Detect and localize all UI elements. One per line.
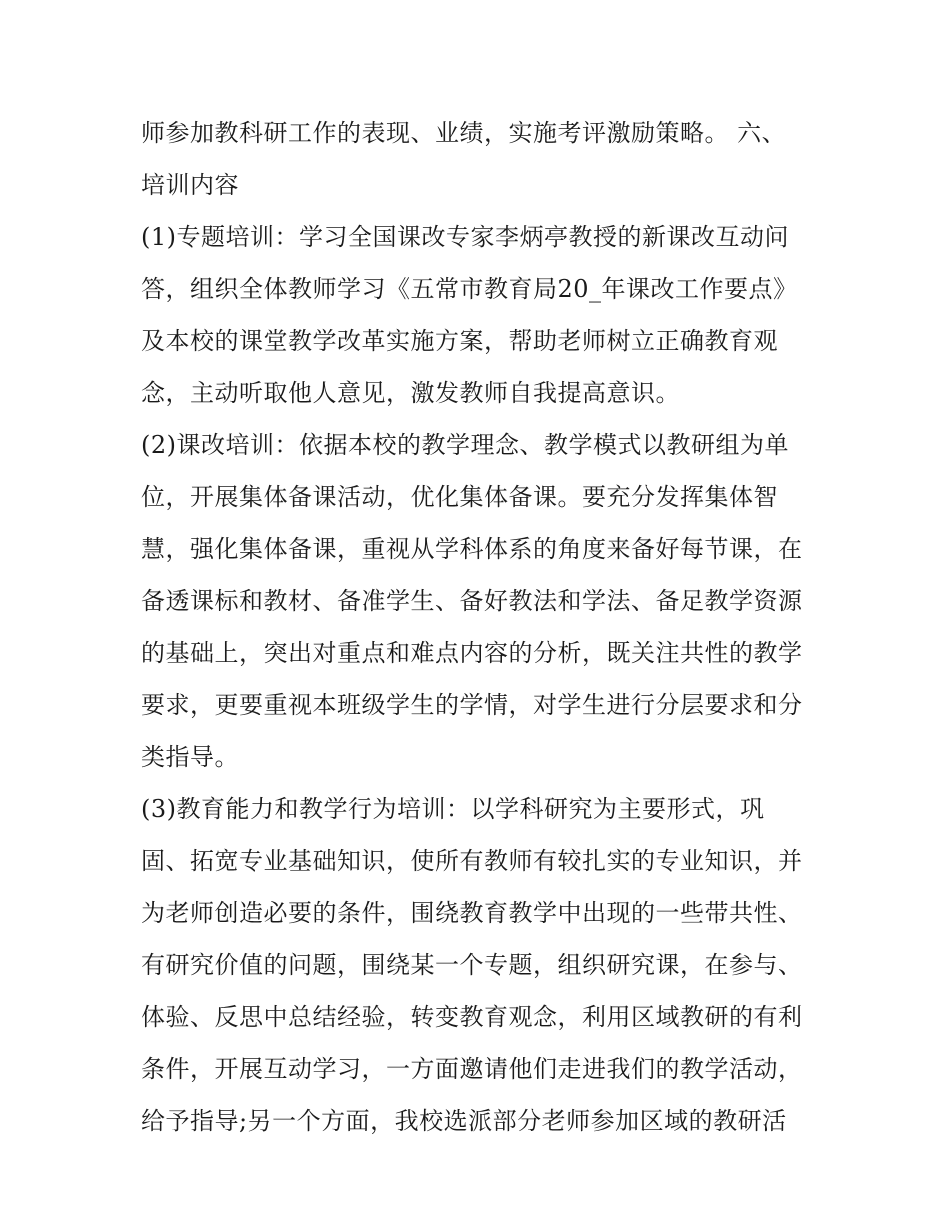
text-line: 体验、反思中总结经验，转变教育观念，利用区域教研的有利 <box>141 1003 803 1031</box>
text-line: 要求，更要重视本班级学生的学情，对学生进行分层要求和分 <box>141 691 803 719</box>
text-line: 培训内容 <box>141 171 239 199</box>
text-line: 有研究价值的问题，围绕某一个专题，组织研究课，在参与、 <box>141 951 803 979</box>
text-line: 给予指导;另一个方面，我校选派部分老师参加区域的教研活 <box>141 1107 787 1135</box>
text-line: 师参加教科研工作的表现、业绩，实施考评激励策略。 六、 <box>141 119 787 147</box>
text-line: 答，组织全体教师学习《五常市教育局20_年课改工作要点》 <box>141 275 798 303</box>
text-line: 的基础上，突出对重点和难点内容的分析，既关注共性的教学 <box>141 639 803 667</box>
text-line: 备透课标和教材、备准学生、备好教法和学法、备足教学资源 <box>141 587 803 615</box>
text-line: 类指导。 <box>141 743 239 771</box>
text-line: 慧，强化集体备课，重视从学科体系的角度来备好每节课，在 <box>141 535 803 563</box>
text-line: 及本校的课堂教学改革实施方案，帮助老师树立正确教育观 <box>141 327 778 355</box>
text-line: (3)教育能力和教学行为培训：以学科研究为主要形式，巩 <box>141 795 765 823</box>
text-line: 条件，开展互动学习，一方面邀请他们走进我们的教学活动， <box>141 1055 803 1083</box>
text-line: 念，主动听取他人意见，激发教师自我提高意识。 <box>141 379 680 407</box>
text-line: (1)专题培训：学习全国课改专家李炳亭教授的新课改互动问 <box>141 223 789 251</box>
document-body <box>141 107 821 1147</box>
text-line: 固、拓宽专业基础知识，使所有教师有较扎实的专业知识，并 <box>141 847 803 875</box>
text-line: 位，开展集体备课活动，优化集体备课。要充分发挥集体智 <box>141 483 778 511</box>
text-line: 为老师创造必要的条件，围绕教育教学中出现的一些带共性、 <box>141 899 803 927</box>
text-line: (2)课改培训：依据本校的教学理念、教学模式以教研组为单 <box>141 431 789 459</box>
